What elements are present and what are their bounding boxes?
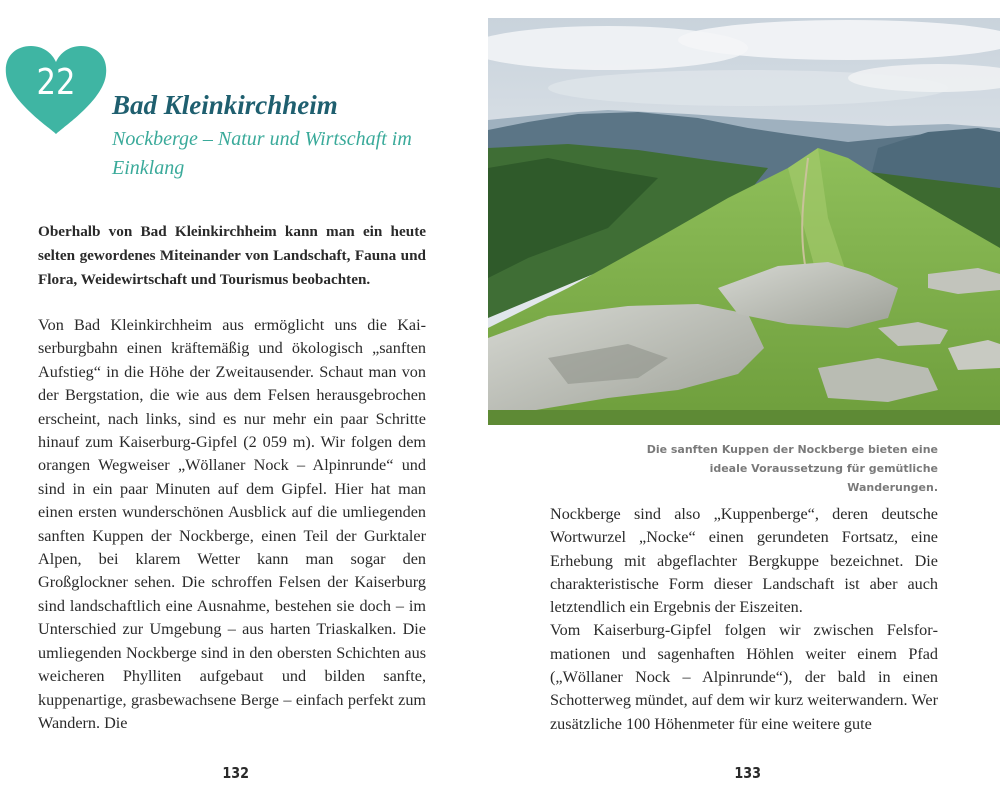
chapter-subtitle: Nockberge – Natur und Wirtschaft im Einklang (112, 128, 412, 179)
mountain-landscape-image (488, 18, 1000, 425)
body-paragraph-2: Vom Kaiserburg-Gipfel folgen wir zwischen Felsformationen und sagenhaften Höhlen weiter einem Pfad („Wöllaner Nock – Alpinrunde“), der bald in einen Schotterweg mündet, auf dem wir kurz weiterwandern. Wer zusätzliche 100 Höhenmeter für eine weitere gute (550, 621, 938, 733)
body-text-left: Von Bad Kleinkirchheim aus ermöglicht uns die Kaiserburgbahn einen kräftemäßig und ökologisch „sanften Aufstieg“ in die Höhe der Zweitausender. Schaut man von der Bergstation, die wie aus dem Felsen herausgebrochen erscheint, nach links, sind es nur mehr ein paar Schritte hinauf zum Kaiserburg-Gipfel (2 059 m). Wir folgen dem orangen Wegweiser „Wöllaner Nock – Alpinrunde“ und sind in ein paar Minuten auf dem Gipfel. Hier hat man einen ersten wunderschönen Ausblick auf die umliegenden sanften Kuppen der Nockberge, einen Teil der Gurktaler Alpen, bei klarem Wetter kann man sogar den Großglockner sehen. Die schroffen Felsen der Kaiserburg sind landschaftlich eine Ausnahme, bestehen sie doch – im Unterschied zur Umgebung – aus harten Triaskalken. Die umliegenden Nockberge sind in den obersten Schichten aus weicheren Phylliten aufgebaut und bilden sanfte, kuppenartige, grasbewachsene Berge – einfach perfekt zum Wandern. Die (38, 316, 426, 732)
left-page (0, 0, 488, 800)
chapter-heart-badge (4, 44, 108, 136)
chapter-title: Bad Kleinkirchheim (112, 90, 338, 120)
page-number-right: 133 (734, 764, 761, 782)
body-text-right (550, 503, 938, 736)
photo-caption: Die sanften Kuppen der Nockberge bieten eine ideale Voraussetzung für gemütliche Wanderungen. (646, 443, 938, 494)
lead-paragraph: Oberhalb von Bad Kleinkirchheim kann man ein heute selten gewordenes Miteinander von Landschaft, Fauna und Flora, Weidewirtschaft und Tourismus beobachten. (38, 223, 426, 288)
landscape-photo (488, 18, 1000, 425)
chapter-number: 22 (36, 62, 76, 103)
body-paragraph-1: Nockberge sind also „Kuppenberge“, deren deutsche Wortwurzel „Nocke“ einen gerundeten Fortsatz, eine Erhebung mit abgeflachter Bergkuppe bezeichnet. Die charakteristische Form dieser Landschaft ist aber auch letztendlich ein Ergebnis der Eiszeiten. (550, 505, 938, 617)
page-number-left: 132 (222, 764, 249, 782)
right-page (488, 0, 1000, 800)
